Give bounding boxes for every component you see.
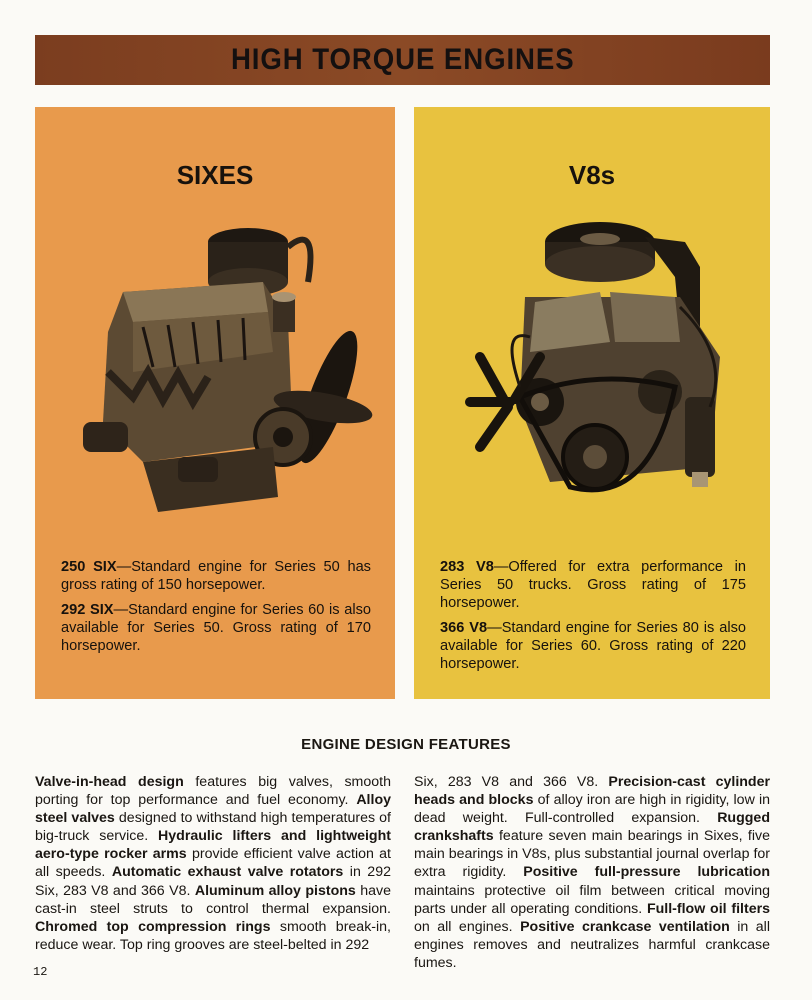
- feature-name: Chromed top compression rings: [35, 918, 271, 935]
- feature-text: smooth break-in, reduce wear. Top ring grooves are steel-belted in 292: [35, 918, 392, 953]
- features-column-left: [35, 773, 391, 954]
- engine-spec-366-v8: [440, 619, 746, 673]
- feature-text: designed to withstand high temperatures of big-truck service.: [35, 810, 391, 845]
- v8s-description: [440, 558, 746, 680]
- engine-spec-text: —Standard engine for Series 60 is also available for Series 50. Gross rating of 170 horsepower.: [61, 602, 371, 654]
- feature-name: Precision-cast cylinder heads and blocks: [414, 774, 771, 809]
- features-heading: ENGINE DESIGN FEATURES: [301, 736, 511, 753]
- feature-text: in 292 Six, 283 V8 and 366 V8.: [35, 864, 391, 899]
- feature-name: Full-flow oil filters: [646, 900, 770, 917]
- v8s-title: V8s: [568, 160, 616, 190]
- feature-name: Hydraulic lifters and lightweight aero-type rocker arms: [35, 828, 391, 863]
- engine-spec-283-v8: [440, 558, 746, 612]
- engine-spec-250-six: [61, 558, 371, 594]
- sixes-panel: [35, 107, 395, 699]
- feature-text: feature seven main bearings in Sixes, five main bearings in V8s, plus substantial journal overlap for extra rigidity.: [414, 828, 770, 881]
- feature-text: features big valves, smooth porting for top performance and fuel economy.: [35, 774, 391, 809]
- sixes-description: [61, 558, 371, 662]
- page-title: HIGH TORQUE ENGINES: [230, 43, 575, 76]
- sixes-title: SIXES: [176, 160, 254, 190]
- engine-spec-292-six: [61, 601, 371, 655]
- feature-name: Positive full-pressure lubrication: [523, 864, 770, 881]
- feature-name: Rugged crankshafts: [414, 810, 770, 845]
- feature-text: provide efficient valve action at all speeds.: [35, 846, 391, 881]
- feature-text: maintains protective oil film between critical moving parts under all operating conditions.: [414, 882, 770, 917]
- features-column-right: [414, 773, 770, 972]
- page-number: 12: [33, 965, 48, 979]
- feature-name: Aluminum alloy pistons: [194, 882, 356, 899]
- engine-name: 283 V8: [440, 559, 494, 575]
- v8-engine-image: [430, 217, 760, 517]
- engine-spec-text: —Offered for extra performance in Series 50 trucks. Gross rating of 175 horsepower.: [440, 559, 746, 611]
- header-banner: [35, 35, 770, 85]
- engine-name: 292 SIX: [61, 602, 114, 618]
- feature-name: Alloy steel valves: [35, 792, 391, 827]
- features-paragraph: [35, 773, 391, 954]
- feature-text: in all engines removes and neutralizes harmful crankcase fumes.: [414, 918, 770, 971]
- feature-name: Valve-in-head design: [35, 774, 184, 790]
- engine-name: 250 SIX: [61, 559, 117, 575]
- engine-spec-text: —Standard engine for Series 80 is also available for Series 60. Gross rating of 220 horsepower.: [440, 620, 746, 672]
- engine-spec-text: —Standard engine for Series 50 has gross rating of 150 horsepower.: [61, 559, 371, 593]
- feature-text: Six, 283 V8 and 366 V8.: [414, 774, 609, 790]
- v8s-panel: [414, 107, 770, 699]
- feature-text: have cast-in steel struts to control thermal expansion.: [35, 882, 391, 917]
- feature-name: Positive crankcase ventilation: [520, 918, 730, 935]
- six-engine-image: [63, 222, 373, 522]
- features-paragraph: [414, 773, 770, 972]
- engine-name: 366 V8: [440, 620, 488, 636]
- feature-text: on all engines.: [414, 918, 521, 935]
- feature-name: Automatic exhaust valve rotators: [111, 864, 344, 881]
- feature-text: of alloy iron are high in rigidity, low in dead weight. Full-controlled expansion.: [414, 792, 771, 827]
